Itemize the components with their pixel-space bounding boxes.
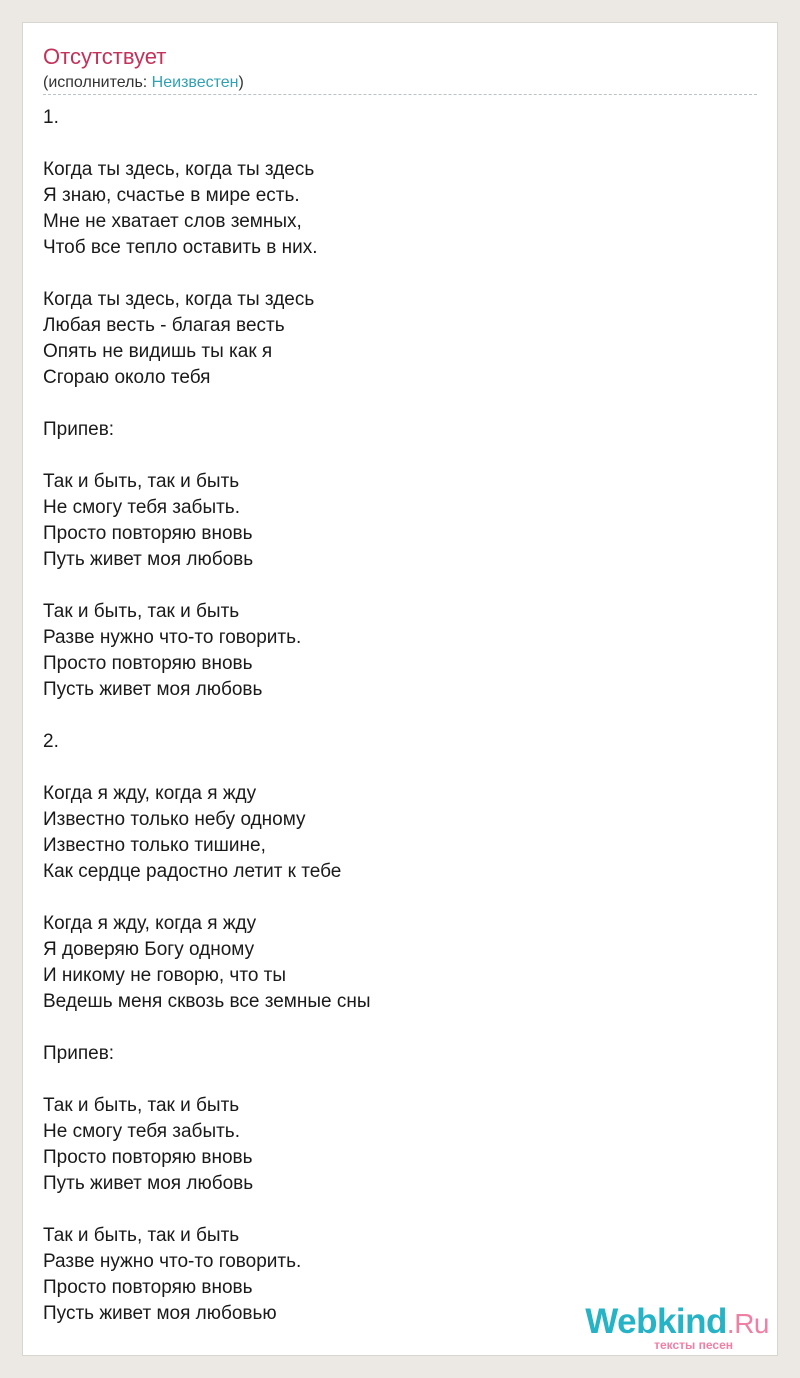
lyrics-line: Просто повторяю вновь (43, 1277, 253, 1298)
lyrics-blank-line (43, 1197, 743, 1223)
lyrics-card (22, 22, 778, 1356)
lyrics-blank-line (43, 443, 743, 469)
lyrics-line: Так и быть, так и быть (43, 1225, 240, 1246)
lyrics-line: Просто повторяю вновь (43, 1147, 253, 1168)
lyrics-body (43, 105, 743, 1327)
lyrics-line: Не смогу тебя забыть. (43, 1121, 240, 1142)
lyrics-blank-line (43, 131, 743, 157)
lyrics-line: 2. (43, 731, 59, 752)
lyrics-line: Я знаю, счастье в мире есть. (43, 185, 300, 206)
artist-line (43, 73, 244, 93)
site-logo[interactable] (569, 1303, 769, 1351)
lyrics-line: Разве нужно что-то говорить. (43, 1251, 302, 1272)
lyrics-line: Когда ты здесь, когда ты здесь (43, 289, 315, 310)
lyrics-blank-line (43, 885, 743, 911)
lyrics-line: Так и быть, так и быть (43, 1095, 240, 1116)
lyrics-line: Ведешь меня сквозь все земные сны (43, 991, 371, 1012)
lyrics-line: Так и быть, так и быть (43, 601, 240, 622)
lyrics-line: Когда я жду, когда я жду (43, 913, 257, 934)
logo-domain: .Ru (726, 1308, 769, 1339)
lyrics-line: Путь живет моя любовь (43, 1173, 254, 1194)
lyrics-line: Припев: (43, 1043, 115, 1064)
lyrics-line: Чтоб все тепло оставить в них. (43, 237, 318, 258)
lyrics-line: Сгораю около тебя (43, 367, 211, 388)
artist-suffix: ) (238, 74, 244, 91)
lyrics-blank-line (43, 1015, 743, 1041)
lyrics-line: Просто повторяю вновь (43, 523, 253, 544)
lyrics-line: И никому не говорю, что ты (43, 965, 287, 986)
logo-tagline: тексты песен (654, 1338, 733, 1352)
lyrics-line: Любая весть - благая весть (43, 315, 285, 336)
artist-prefix: (исполнитель: (43, 74, 152, 91)
lyrics-line: Известно только тишине, (43, 835, 266, 856)
lyrics-line: Путь живет моя любовь (43, 549, 254, 570)
lyrics-line: Я доверяю Богу одному (43, 939, 255, 960)
lyrics-blank-line (43, 1067, 743, 1093)
lyrics-line: Разве нужно что-то говорить. (43, 627, 302, 648)
lyrics-line: Так и быть, так и быть (43, 471, 240, 492)
lyrics-line: Не смогу тебя забыть. (43, 497, 240, 518)
lyrics-line: Как сердце радостно летит к тебе (43, 861, 342, 882)
lyrics-line: Когда ты здесь, когда ты здесь (43, 159, 315, 180)
artist-link[interactable]: Неизвестен (151, 74, 239, 91)
lyrics-line: Просто повторяю вновь (43, 653, 253, 674)
song-title: Отсутствует (43, 44, 167, 69)
lyrics-line: Опять не видишь ты как я (43, 341, 273, 362)
lyrics-line: Пусть живет моя любовь (43, 679, 263, 700)
lyrics-blank-line (43, 755, 743, 781)
lyrics-line: Пусть живет моя любовью (43, 1303, 277, 1324)
title-divider (43, 94, 757, 95)
lyrics-line: Когда я жду, когда я жду (43, 783, 257, 804)
lyrics-blank-line (43, 391, 743, 417)
lyrics-blank-line (43, 261, 743, 287)
lyrics-blank-line (43, 573, 743, 599)
logo-wordmark: Webkind (585, 1302, 727, 1341)
lyrics-line: Известно только небу одному (43, 809, 306, 830)
lyrics-line: Припев: (43, 419, 115, 440)
lyrics-blank-line (43, 703, 743, 729)
lyrics-line: 1. (43, 107, 59, 128)
lyrics-line: Мне не хватает слов земных, (43, 211, 302, 232)
